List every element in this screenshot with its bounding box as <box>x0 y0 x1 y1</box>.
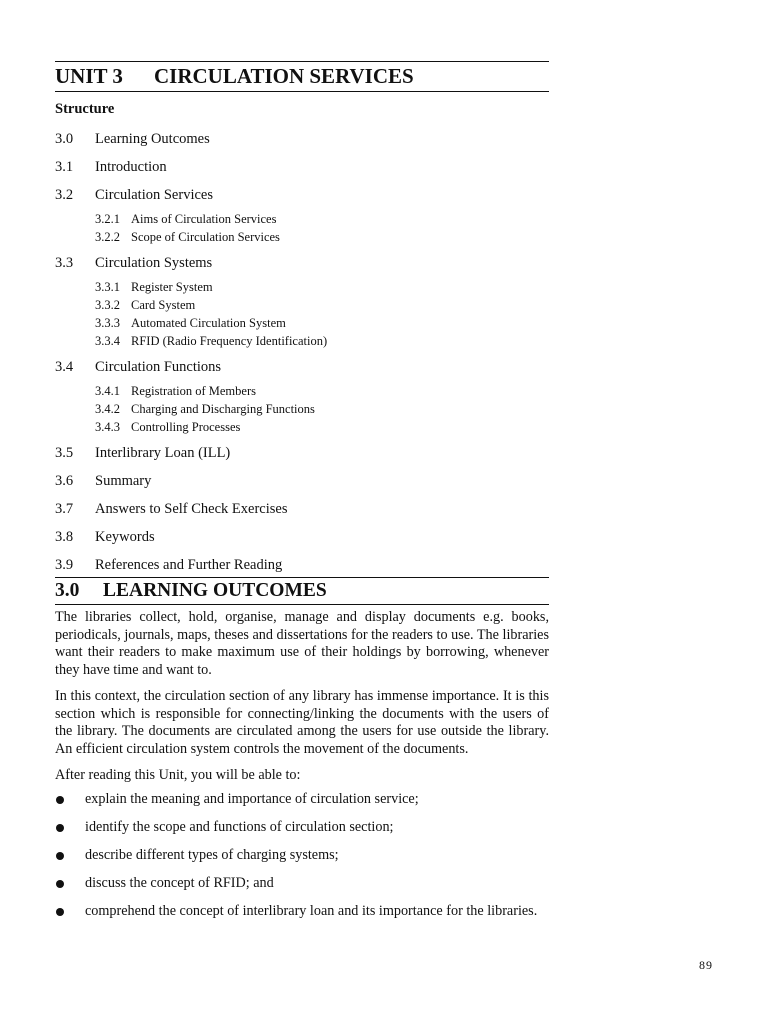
toc-item-number: 3.2 <box>55 187 74 203</box>
toc-subitem-label: Controlling Processes <box>131 420 241 434</box>
outcomes-list <box>55 786 549 926</box>
list-item-text: identify the scope and functions of circulation section; <box>85 818 394 835</box>
toc-subitem <box>55 314 549 332</box>
section-header <box>55 577 549 605</box>
toc-item-number: 3.5 <box>55 445 74 461</box>
toc-subitem-label: Charging and Discharging Functions <box>131 402 315 416</box>
toc-item-number: 3.4 <box>55 359 74 375</box>
toc-subitem-number: 3.2.2 <box>95 230 120 244</box>
toc-item-label: Interlibrary Loan (ILL) <box>95 445 231 461</box>
toc-item <box>55 552 549 580</box>
toc-subitem <box>55 228 549 246</box>
table-of-contents <box>55 126 549 580</box>
toc-item-label: Answers to Self Check Exercises <box>95 501 288 517</box>
toc-item <box>55 496 549 524</box>
toc-item-label: Learning Outcomes <box>95 131 210 147</box>
toc-subitem-label: Scope of Circulation Services <box>131 230 280 244</box>
toc-item-number: 3.8 <box>55 529 74 545</box>
toc-subitem-number: 3.4.2 <box>95 402 120 416</box>
toc-item-label: Circulation Systems <box>95 255 213 271</box>
toc-item-label: Summary <box>95 473 152 489</box>
toc-item <box>55 250 549 278</box>
section-number: 3.0 <box>55 580 80 601</box>
toc-subitem <box>55 382 549 400</box>
paragraph: The libraries collect, hold, organise, manage and display documents e.g. books, periodicals, journals, maps, theses and dissertations for the readers to use. The libraries want their readers to make maximum use of their holdings by borrowing, whenever they have time and want to. <box>55 609 549 678</box>
toc-item <box>55 154 549 182</box>
toc-item <box>55 126 549 154</box>
toc-subitem <box>55 296 549 314</box>
toc-item <box>55 524 549 552</box>
unit-title-underline <box>55 91 549 92</box>
toc-subitem-number: 3.4.1 <box>95 384 120 398</box>
toc-subitem-label: Card System <box>131 298 196 312</box>
toc-item <box>55 182 549 210</box>
toc-item-label: Circulation Services <box>95 187 213 203</box>
bullet-icon <box>56 796 64 804</box>
toc-item <box>55 468 549 496</box>
structure-heading: Structure <box>55 101 115 117</box>
section-title <box>55 578 549 604</box>
list-item-text: explain the meaning and importance of circulation service; <box>85 790 419 807</box>
unit-header <box>55 61 549 92</box>
section-body <box>55 609 549 926</box>
toc-item-label: Introduction <box>95 159 167 175</box>
toc-subitem <box>55 418 549 436</box>
toc-subitem <box>55 332 549 350</box>
section-title-text: LEARNING OUTCOMES <box>103 580 327 601</box>
toc-item-number: 3.6 <box>55 473 74 489</box>
toc-subitem <box>55 210 549 228</box>
toc-item-label: References and Further Reading <box>95 557 283 573</box>
toc-item-label: Circulation Functions <box>95 359 222 375</box>
list-item <box>55 898 549 926</box>
page-number: 89 <box>699 958 713 972</box>
toc-item <box>55 354 549 382</box>
toc-subitem-label: Automated Circulation System <box>131 316 286 330</box>
unit-title-text: CIRCULATION SERVICES <box>154 64 414 88</box>
bullet-icon <box>56 852 64 860</box>
section-underline <box>55 604 549 605</box>
toc-item-number: 3.0 <box>55 131 74 147</box>
toc-item-number: 3.1 <box>55 159 74 175</box>
paragraph: After reading this Unit, you will be able to: <box>55 767 301 783</box>
list-item-text: describe different types of charging systems; <box>85 846 339 863</box>
toc-subitem-number: 3.2.1 <box>95 212 120 226</box>
unit-number: UNIT 3 <box>55 64 123 88</box>
toc-subitem-number: 3.3.1 <box>95 280 120 294</box>
toc-item-number: 3.3 <box>55 255 74 271</box>
unit-title <box>55 62 549 91</box>
toc-subitem-label: Aims of Circulation Services <box>131 212 277 226</box>
toc-subitem-number: 3.4.3 <box>95 420 120 434</box>
list-item <box>55 814 549 842</box>
toc-subitem-number: 3.3.3 <box>95 316 120 330</box>
toc-item-number: 3.7 <box>55 501 74 517</box>
list-item <box>55 870 549 898</box>
toc-item <box>55 440 549 468</box>
paragraph: In this context, the circulation section of any library has immense importance. It is this section which is responsible for connecting/linking the documents with the users of the library. The documents are circulated among the users for use outside the library. An efficient circulation system controls the movement of the documents. <box>55 688 549 757</box>
toc-subitem-label: Registration of Members <box>131 384 256 398</box>
list-item-text: comprehend the concept of interlibrary loan and its importance for the libraries. <box>85 902 538 919</box>
bullet-icon <box>56 824 64 832</box>
toc-item-number: 3.9 <box>55 557 74 573</box>
toc-item-label: Keywords <box>95 529 155 545</box>
bullet-icon <box>56 908 64 916</box>
toc-subitem-number: 3.3.2 <box>95 298 120 312</box>
bullet-icon <box>56 880 64 888</box>
toc-subitem <box>55 278 549 296</box>
list-item <box>55 842 549 870</box>
toc-subitem-number: 3.3.4 <box>95 334 120 348</box>
list-item-text: discuss the concept of RFID; and <box>85 874 274 891</box>
toc-subitem-label: RFID (Radio Frequency Identification) <box>131 334 328 348</box>
toc-subitem-label: Register System <box>131 280 213 294</box>
toc-subitem <box>55 400 549 418</box>
list-item <box>55 786 549 814</box>
